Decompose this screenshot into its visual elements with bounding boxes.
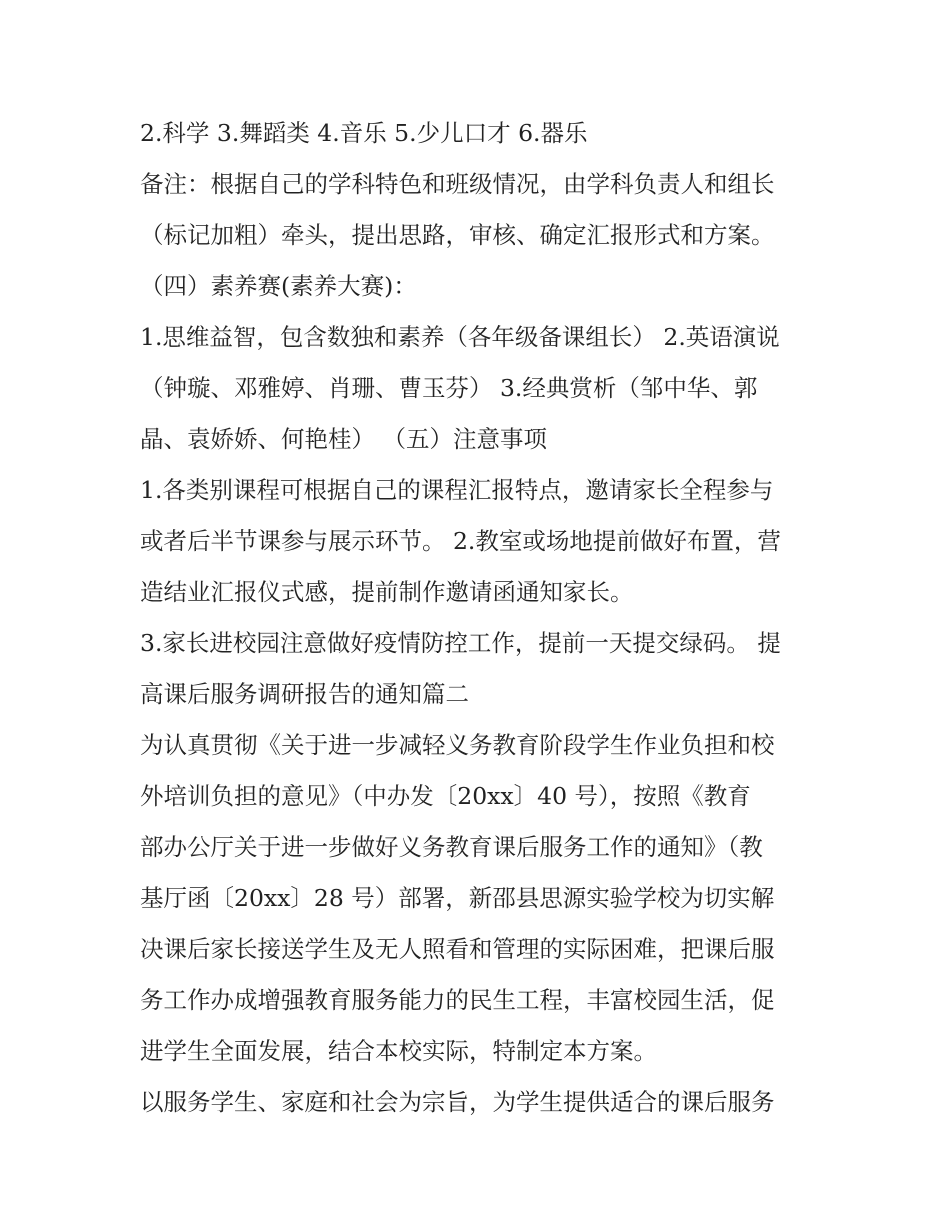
- text-line-10: 造结业汇报仪式感，提前制作邀请函通知家长。: [140, 578, 634, 606]
- text-line-12: 高课后服务调研报告的通知篇二: [140, 680, 469, 708]
- text-line-8: 1.各类别课程可根据自己的课程汇报特点，邀请家长全程参与: [140, 476, 774, 504]
- text-line-9: 或者后半节课参与展示环节。 2.教室或场地提前做好布置，营: [140, 527, 781, 555]
- text-line-7: 晶、袁娇娇、何艳桂） （五）注意事项: [140, 425, 547, 453]
- text-line-20: 以服务学生、家庭和社会为宗旨，为学生提供适合的课后服务: [140, 1088, 775, 1116]
- text-line-4: （四）素养赛(素养大赛)：: [140, 272, 417, 300]
- text-line-16: 基厅函〔20xx〕28 号）部署，新邵县思源实验学校为切实解: [140, 884, 775, 912]
- text-line-1: 2.科学 3.舞蹈类 4.音乐 5.少儿口才 6.器乐: [140, 119, 588, 147]
- document-body: [140, 108, 820, 1128]
- text-line-18: 务工作办成增强教育服务能力的民生工程，丰富校园生活，促: [140, 986, 775, 1014]
- text-line-5: 1.思维益智，包含数独和素养（各年级备课组长） 2.英语演说: [140, 323, 780, 351]
- text-line-2: 备注：根据自己的学科特色和班级情况，由学科负责人和组长: [140, 170, 775, 198]
- text-line-19: 进学生全面发展，结合本校实际，特制定本方案。: [140, 1037, 657, 1065]
- text-line-13: 为认真贯彻《关于进一步减轻义务教育阶段学生作业负担和校: [140, 731, 775, 759]
- text-line-6: （钟璇、邓雅婷、肖珊、曹玉芬） 3.经典赏析（邹中华、郭: [140, 374, 758, 402]
- text-line-15: 部办公厅关于进一步做好义务教育课后服务工作的通知》（教: [140, 833, 763, 861]
- text-line-3: （标记加粗）牵头，提出思路，审核、确定汇报形式和方案。: [140, 221, 775, 249]
- text-line-17: 决课后家长接送学生及无人照看和管理的实际困难，把课后服: [140, 935, 775, 963]
- text-line-14: 外培训负担的意见》（中办发〔20xx〕40 号），按照《教育: [140, 782, 751, 810]
- text-line-11: 3.家长进校园注意做好疫情防控工作，提前一天提交绿码。 提: [140, 629, 781, 657]
